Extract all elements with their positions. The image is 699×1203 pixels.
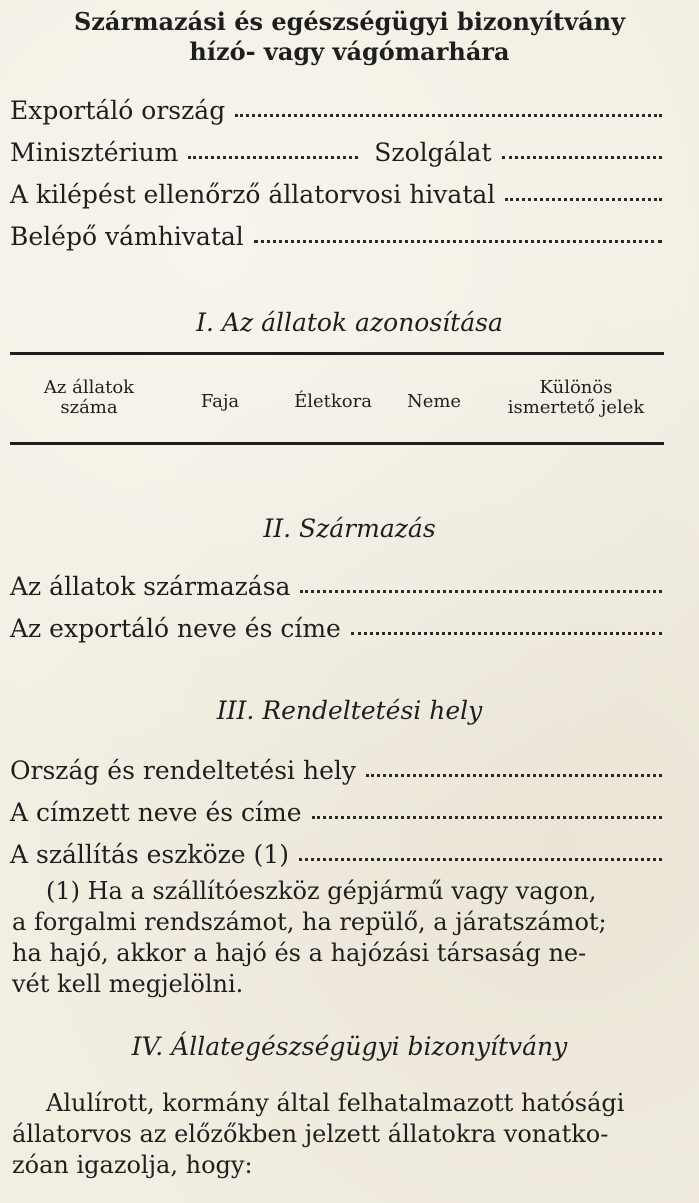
fill-line — [300, 586, 662, 593]
field-exporting-country — [10, 96, 666, 130]
field-label: Belépő vámhivatal — [10, 222, 244, 251]
column-header-text: Az állatok — [43, 377, 135, 398]
column-header-number — [14, 378, 164, 418]
field-entry-customs — [10, 222, 666, 256]
fill-line — [502, 152, 663, 159]
field-label: Minisztérium — [10, 138, 179, 167]
table-bottom-rule — [10, 442, 664, 445]
column-header-text: száma — [60, 397, 118, 418]
fill-line — [235, 110, 662, 117]
fill-line — [366, 770, 662, 777]
fill-line — [254, 236, 662, 243]
field-ministry-service — [10, 138, 666, 172]
certificate-text-line: állatorvos az előzőkben jelzett állatokra vonatko- — [12, 1120, 609, 1148]
certificate-text-line: Alulírott, kormány által felhatalmazott hatósági — [46, 1089, 625, 1117]
column-header-text: Faja — [200, 391, 240, 412]
field-transport-means — [10, 840, 666, 874]
section-heading-health-certificate: IV. Állategészségügyi bizonyítvány — [131, 1032, 568, 1061]
certificate-text-line: zóan igazolja, hogy: — [12, 1151, 253, 1179]
field-label: Az állatok származása — [10, 572, 291, 601]
fill-line — [351, 628, 662, 635]
field-country-destination — [10, 756, 666, 790]
certificate-text — [12, 1088, 664, 1181]
footnote-line: (1) Ha a szállítóeszköz gépjármű vagy vagon, — [46, 877, 597, 905]
fill-line — [312, 812, 662, 819]
column-header-sex — [394, 392, 474, 412]
fill-line — [188, 152, 358, 159]
column-header-species — [180, 392, 260, 412]
field-origin — [10, 572, 666, 606]
column-header-text: ismertető jelek — [507, 397, 645, 418]
footnote-line: a forgalmi rendszámot, ha repülő, a járatszámot; — [12, 908, 607, 936]
table-top-rule — [10, 352, 664, 355]
fill-line — [505, 194, 662, 201]
fill-line — [299, 854, 662, 861]
field-label: Exportáló ország — [10, 96, 226, 125]
field-consignee — [10, 798, 666, 832]
field-label: A szállítás eszköze (1) — [10, 840, 289, 869]
document-subtitle: hízó- vagy vágómarhára — [189, 37, 510, 66]
column-header-marks — [486, 378, 666, 418]
section-heading-origin: II. Származás — [263, 514, 436, 543]
field-label: Ország és rendeltetési hely — [10, 756, 356, 785]
column-header-text: Neme — [406, 391, 462, 412]
field-label: Az exportáló neve és címe — [10, 614, 341, 643]
document-title: Származási és egészségügyi bizonyítvány — [73, 7, 626, 36]
field-label: Szolgálat — [374, 138, 492, 167]
column-header-text: Különös — [539, 377, 613, 398]
field-label: A címzett neve és címe — [10, 798, 302, 827]
field-exporter-name — [10, 614, 666, 648]
section-heading-identification: I. Az állatok azonosítása — [196, 308, 503, 337]
footnote — [12, 876, 664, 1000]
column-header-text: Életkora — [294, 391, 372, 412]
column-header-age — [278, 392, 388, 412]
footnote-line: ha hajó, akkor a hajó és a hajózási társaság ne- — [12, 939, 587, 967]
footnote-line: vét kell megjelölni. — [12, 970, 244, 998]
section-heading-destination: III. Rendeltetési hely — [216, 696, 483, 725]
field-exit-vet-office — [10, 180, 666, 214]
field-label: A kilépést ellenőrző állatorvosi hivatal — [10, 180, 496, 209]
